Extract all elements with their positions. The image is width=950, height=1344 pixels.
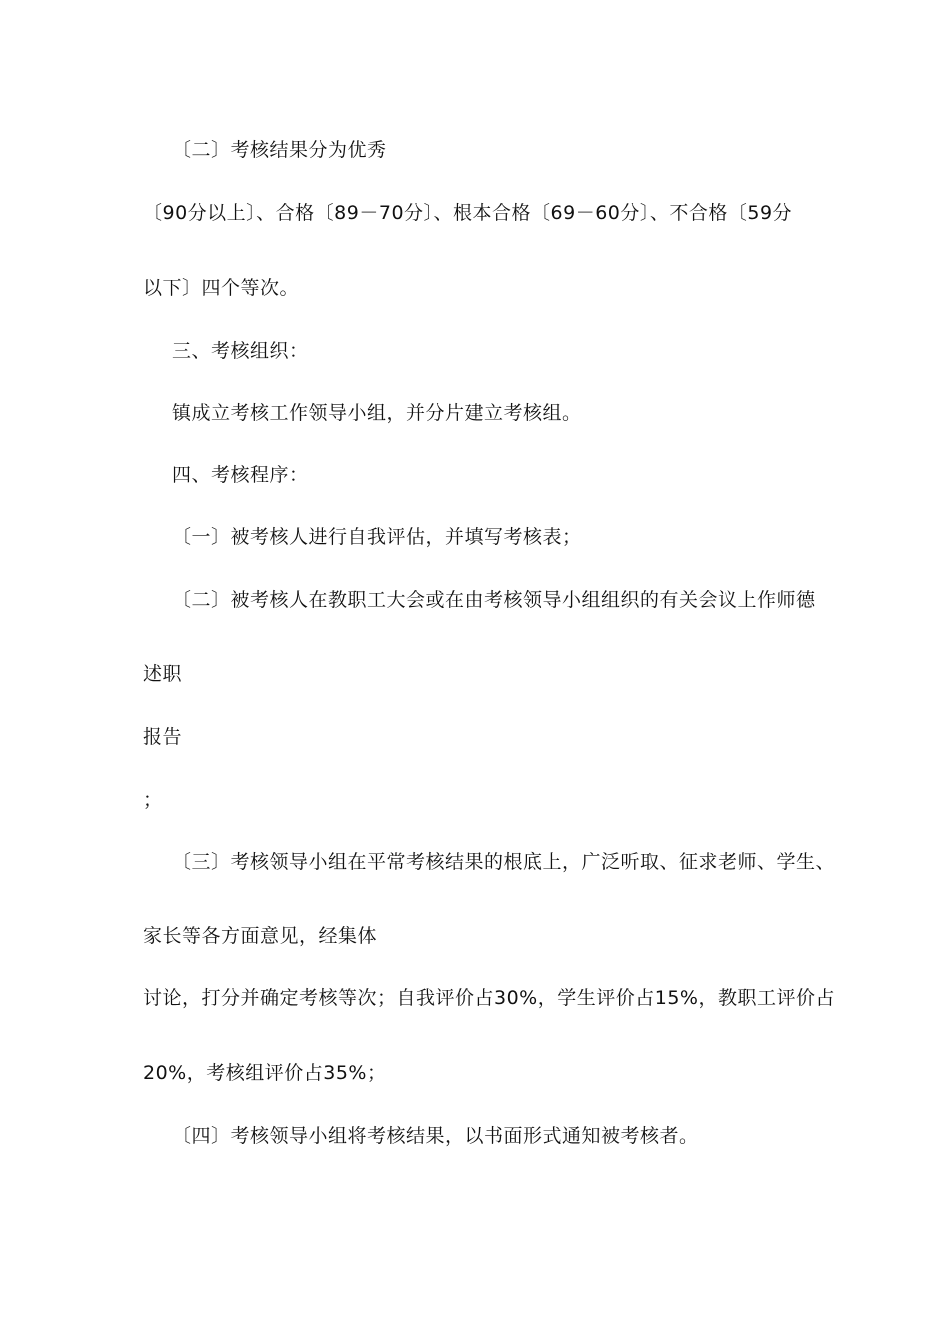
procedure-step-2-line4: ； [143, 789, 163, 811]
paragraph-grade-levels-line2: 以下〕四个等次。 [143, 277, 300, 299]
procedure-step-2-line1: 〔二〕被考核人在教职工大会或在由考核领导小组组织的有关会议上作师德 [172, 589, 816, 611]
procedure-step-3-line3: 讨论，打分并确定考核等次；自我评价占30%，学生评价占15%，教职工评价占 [143, 987, 835, 1009]
paragraph-grade-levels-line1: 〔90分以上〕、合格〔89－70分〕、根本合格〔69－60分〕、不合格〔59分 [143, 202, 793, 224]
paragraph-grade-levels-heading: 〔二〕考核结果分为优秀 [172, 139, 387, 161]
procedure-step-3-line2: 家长等各方面意见，经集体 [143, 925, 378, 947]
paragraph-organization: 镇成立考核工作领导小组，并分片建立考核组。 [172, 402, 582, 424]
procedure-step-1: 〔一〕被考核人进行自我评估，并填写考核表； [172, 526, 582, 548]
procedure-step-2-line2: 述职 [143, 663, 183, 685]
procedure-step-4: 〔四〕考核领导小组将考核结果，以书面形式通知被考核者。 [172, 1125, 699, 1147]
section-heading-procedure: 四、考核程序： [172, 464, 309, 486]
procedure-step-2-line3: 报告 [143, 726, 183, 748]
procedure-step-3-line1: 〔三〕考核领导小组在平常考核结果的根底上，广泛听取、征求老师、学生、 [172, 851, 836, 873]
procedure-step-3-line4: 20%，考核组评价占35%； [143, 1062, 387, 1084]
section-heading-organization: 三、考核组织： [172, 340, 309, 362]
